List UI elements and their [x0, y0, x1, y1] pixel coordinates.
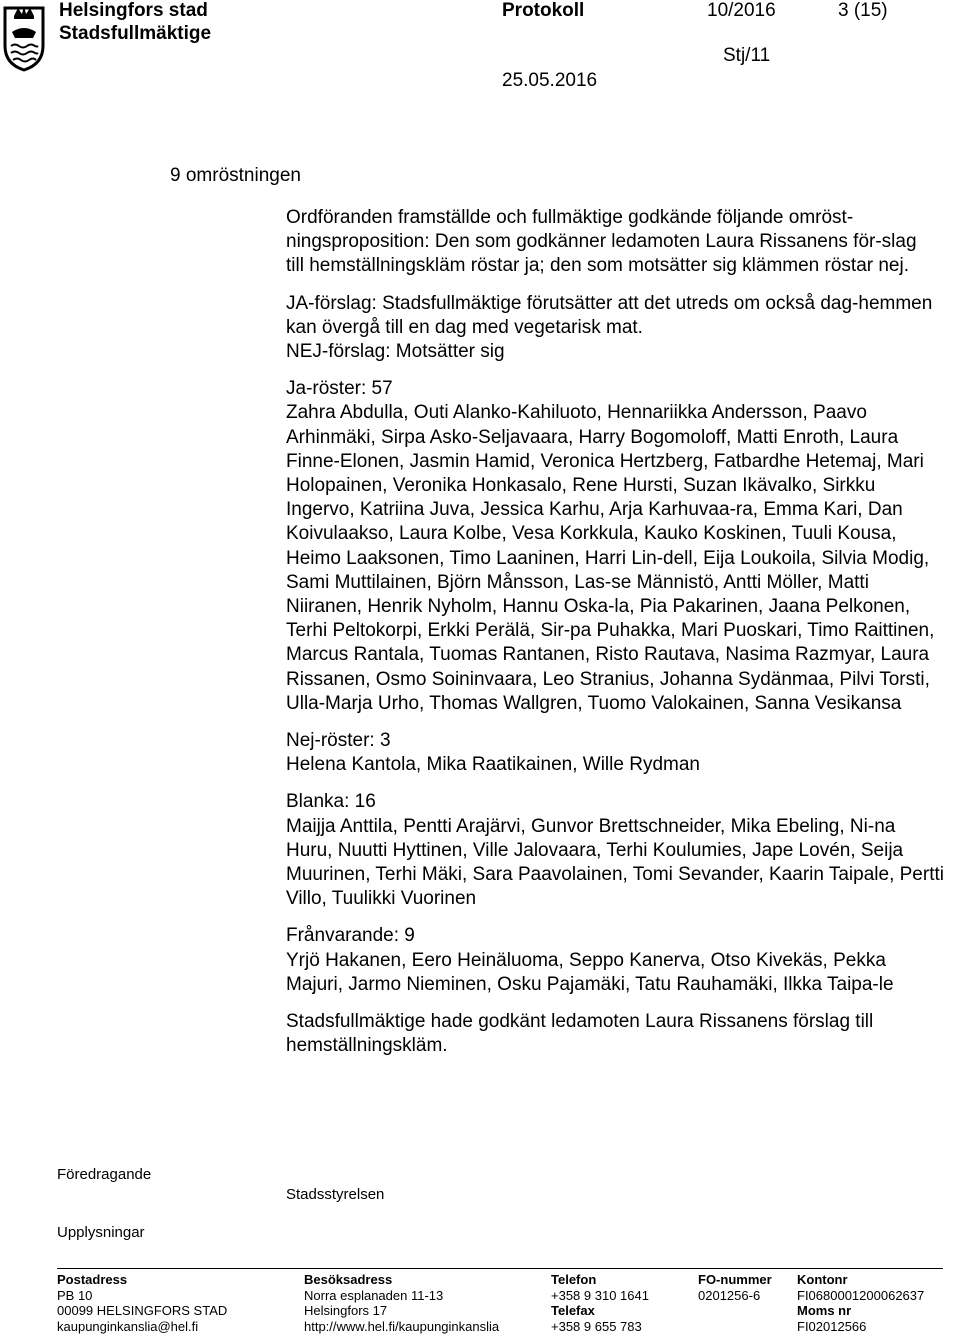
franvarande-heading: Frånvarande: 9 — [286, 925, 415, 947]
ja-proposal-paragraph: JA-förslag: Stadsfullmäktige förutsätter att det utreds om också dag-hemmen kan övergå till en dag med vegetarisk mat. — [286, 292, 933, 338]
header-page: 3 (15) — [838, 0, 888, 21]
fo-label: FO-nummer — [698, 1272, 772, 1287]
franvarande-names: Yrjö Hakanen, Eero Heinäluoma, Seppo Kanerva, Otso Kivekäs, Pekka Majuri, Jarmo Nieminen, Osku Pajamäki, Tatu Rauhamäki, Ilkka Taipa-le — [286, 949, 894, 995]
besoksadress-line-2: Helsingfors 17 — [304, 1303, 388, 1319]
header-ref: Stj/11 — [723, 45, 771, 66]
moms-value: FI02012566 — [797, 1318, 867, 1334]
moms-label: Moms nr — [797, 1303, 852, 1319]
footer-divider — [57, 1268, 943, 1269]
kontonr-value: FI0680001200062637 — [797, 1287, 925, 1303]
foredragande-label: Föredragande — [57, 1166, 152, 1183]
telefax-label: Telefax — [551, 1303, 595, 1319]
main-text-column — [286, 206, 946, 1059]
section-title: 9 omröstningen — [170, 165, 301, 186]
telefon-label: Telefon — [551, 1272, 597, 1287]
blanka-votes-heading: Blanka: 16 — [286, 791, 376, 813]
header-body: Stadsfullmäktige — [59, 23, 212, 44]
postadress-line-1: PB 10 — [57, 1287, 93, 1303]
conclusion-paragraph: Stadsfullmäktige hade godkänt ledamoten Laura Rissanens förslag till hemställningskläm. — [286, 1011, 874, 1057]
postadress-line-2: 00099 HELSINGFORS STAD — [57, 1303, 228, 1319]
foredragande-value: Stadsstyrelsen — [286, 1186, 385, 1203]
upplysningar-label: Upplysningar — [57, 1224, 145, 1241]
blanka-votes-names: Maijja Anttila, Pentti Arajärvi, Gunvor Brettschneider, Mika Ebeling, Ni-na Huru, Nuutti Hyttinen, Ville Jalovaara, Terhi Koulumies, Jape Lovén, Seija Muurinen, Terhi Mäki, Sara Paavolainen, Tomi Sevander, Kaarin Taipale, Pertti Villo, Tuulikki Vuorinen — [286, 815, 944, 910]
postadress-label: Postadress — [57, 1272, 128, 1287]
header-date: 25.05.2016 — [502, 70, 598, 91]
ja-votes-names: Zahra Abdulla, Outi Alanko-Kahiluoto, Hennariikka Andersson, Paavo Arhinmäki, Sirpa Asko-Seljavaara, Harry Bogomoloff, Matti Enroth, Laura Finne-Elonen, Jasmin Hamid, Veronica Hertzberg, Fatbardhe Hetemaj, Mari Holopainen, Veronika Honkasalo, Rene Hursti, Suzan Ikävalko, Sirkku Ingervo, Katriina Juva, Jessica Karhu, Arja Karhuvaa-ra, Emma Kari, Dan Koivulaakso, Laura Kolbe, Vesa Korkkula, Kauko Koskinen, Tuuli Kousa, Heimo Laaksonen, Timo Laaninen, Harri Lin-dell, Eija Loukoila, Silvia Modig, Sami Muttilainen, Björn Månsson, Las-se Männistö, Antti Möller, Matti Niiranen, Henrik Nyholm, Hannu Oska-la, Pia Pakarinen, Jaana Pelkonen, Terhi Peltokorpi, Erkki Perälä, Sir-pa Puhakka, Mari Puoskari, Timo Raittinen, Marcus Rantala, Tuomas Rantanen, Risto Rautava, Nasima Razmyar, Laura Rissanen, Osmo Soininvaara, Leo Stranius, Johanna Sydänmaa, Pilvi Torsti, Ulla-Marja Urho, Thomas Wallgren, Tuomo Valokainen, Sanna Vesikansa — [286, 402, 935, 714]
footer-phone — [551, 1272, 649, 1334]
footer-fo-number — [698, 1272, 772, 1303]
telefax-value: +358 9 655 783 — [551, 1318, 642, 1334]
footer-account — [797, 1272, 924, 1334]
nej-votes-heading: Nej-röster: 3 — [286, 730, 391, 752]
nej-votes-names: Helena Kantola, Mika Raatikainen, Wille Rydman — [286, 754, 700, 776]
footer-besoksadress — [304, 1272, 499, 1334]
besoksadress-website-link[interactable]: http://www.hel.fi/kaupunginkanslia — [304, 1318, 500, 1334]
header-org: Helsingfors stad — [59, 0, 208, 21]
kontonr-label: Kontonr — [797, 1272, 848, 1287]
besoksadress-line-1: Norra esplanaden 11-13 — [304, 1287, 444, 1303]
fo-value: 0201256-6 — [698, 1287, 761, 1303]
postadress-email-link[interactable]: kaupunginkanslia@hel.fi — [57, 1318, 199, 1334]
intro-paragraph: Ordföranden framställde och fullmäktige godkände följande omröst-ningsproposition: Den som godkänner ledamoten Laura Rissanens för-slag till hemställningskläm röstar ja; den som motsätter sig klämmen röstar nej. — [286, 207, 917, 277]
header-number: 10/2016 — [707, 0, 776, 21]
footer-postadress — [57, 1272, 227, 1334]
helsinki-crest-logo-icon — [2, 2, 46, 72]
header-doc-type: Protokoll — [502, 0, 585, 21]
nej-proposal-paragraph: NEJ-förslag: Motsätter sig — [286, 341, 505, 363]
besoksadress-label: Besöksadress — [304, 1272, 393, 1287]
telefon-value: +358 9 310 1641 — [551, 1287, 649, 1303]
ja-votes-heading: Ja-röster: 57 — [286, 378, 393, 400]
